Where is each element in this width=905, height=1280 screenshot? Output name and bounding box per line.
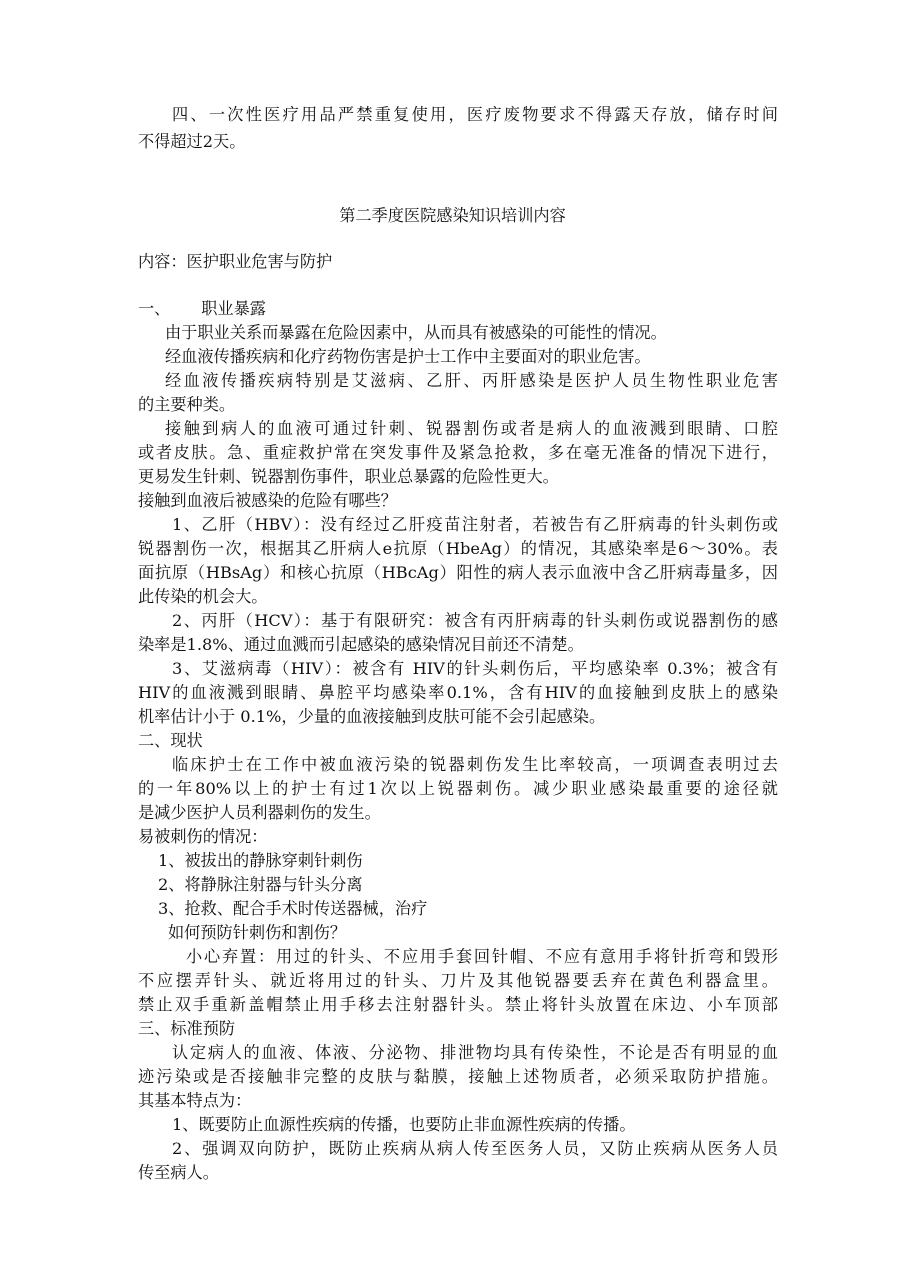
part-1-paragraph-4-line-3: 更易发生针刺、锐器割伤事件，职业总暴露的危险性更大。 <box>138 467 559 486</box>
prevention-line-3: 禁止双手重新盖帽禁止用手移去注射器针头。禁止将针头放置在床边、小车顶部 <box>138 995 778 1014</box>
part-2-heading: 二、现状 <box>138 731 203 750</box>
section-four-line-2: 不得超过2天。 <box>138 132 246 151</box>
list-item: 1、被拔出的静脉穿刺针刺伤 <box>158 851 363 870</box>
part-2-paragraph-line-1: 临床护士在工作中被血液污染的锐器刺伤发生比率较高，一项调查表明过去 <box>172 755 778 774</box>
section-four-line-1: 四、一次性医疗用品严禁重复使用，医疗废物要求不得露天存放，储存时间 <box>172 105 778 124</box>
part-1-paragraph-1: 由于职业关系而暴露在危险因素中，从而具有被感染的可能性的情况。 <box>165 323 667 342</box>
part-1-paragraph-3-line-2: 的主要种类。 <box>138 395 236 414</box>
hiv-line-3: 机率估计小于 0.1%，少量的血液接触到皮肤可能不会引起感染。 <box>138 707 606 726</box>
document-title: 第二季度医院感染知识培训内容 <box>339 206 566 225</box>
content-label: 内容：医护职业危害与防护 <box>138 252 333 271</box>
part-1-question: 接触到血液后被感染的危险有哪些？ <box>138 491 397 510</box>
part-1-paragraph-2: 经血液传播疾病和化疗药物伤害是护士工作中主要面对的职业危害。 <box>165 347 651 366</box>
part-1-heading: 一、 职业暴露 <box>138 299 266 318</box>
hiv-line-2: HIV的血液溅到眼睛、鼻腔平均感染率0.1%，含有HIV的血接触到皮肤上的感染 <box>138 683 778 702</box>
hbv-line-1: 1、乙肝（HBV）：没有经过乙肝疫苗注射者，若被告有乙肝病毒的针头刺伤或 <box>172 515 778 534</box>
prevention-line-2: 不应摆弄针头、就近将用过的针头、刀片及其他锐器要丢弃在黄色利器盒里。 <box>138 971 778 990</box>
part-3-paragraph-line-3: 其基本特点为： <box>138 1091 252 1110</box>
part-2-paragraph-line-3: 是减少医护人员利器刺伤的发生。 <box>138 803 381 822</box>
part-3-heading: 三、标准预防 <box>138 1019 236 1038</box>
hbv-line-4: 此传染的机会大。 <box>138 587 268 606</box>
list-item: 2、将静脉注射器与针头分离 <box>158 875 363 894</box>
part-1-paragraph-3-line-1: 经血液传播疾病特别是艾滋病、乙肝、丙肝感染是医护人员生物性职业危害 <box>165 371 778 390</box>
feature-2-line-2: 传至病人。 <box>138 1163 219 1182</box>
hcv-line-2: 染率是1.8%、通过血溅而引起感染的感染情况目前还不清楚。 <box>138 635 584 654</box>
feature-2-line-1: 2、强调双向防护，既防止疾病从病人传至医务人员，又防止疾病从医务人员 <box>172 1139 778 1158</box>
part-2-subheading: 易被刺伤的情况： <box>138 827 268 846</box>
feature-1: 1、既要防止血源性疾病的传播，也要防止非血源性疾病的传播。 <box>172 1115 636 1134</box>
hiv-line-1: 3、艾滋病毒（HIV）：被含有 HIV的针头刺伤后，平均感染率 0.3%；被含有 <box>172 659 778 678</box>
part-3-paragraph-line-1: 认定病人的血液、体液、分泌物、排泄物均具有传染性，不论是否有明显的血 <box>172 1043 778 1062</box>
hcv-line-1: 2、丙肝（HCV）：基于有限研究：被含有丙肝病毒的针头刺伤或说器割伤的感 <box>172 611 778 630</box>
part-3-paragraph-line-2: 迹污染或是否接触非完整的皮肤与黏膜，接触上述物质者，必须采取防护措施。 <box>138 1067 778 1086</box>
part-2-paragraph-line-2: 的一年80%以上的护士有过1次以上锐器刺伤。减少职业感染最重要的途径就 <box>138 779 778 798</box>
prevention-line-1: 小心弃置：用过的针头、不应用手套回针帽、不应有意用手将针折弯和毁形 <box>186 947 778 966</box>
part-1-paragraph-4-line-2: 或者皮肤。急、重症救护常在突发事件及紧急抢救，多在毫无准备的情况下进行， <box>138 443 778 462</box>
hbv-line-2: 锐器割伤一次，根据其乙肝病人e抗原（HbeAg）的情况，其感染率是6～30%。表 <box>138 539 778 558</box>
part-1-paragraph-4-line-1: 接触到病人的血液可通过针刺、锐器割伤或者是病人的血液溅到眼睛、口腔 <box>165 419 778 438</box>
hbv-line-3: 面抗原（HBsAg）和核心抗原（HBcAg）阳性的病人表示血液中含乙肝病毒量多，因 <box>138 563 778 582</box>
prevention-question: 如何预防针刺伤和割伤？ <box>168 923 347 942</box>
list-item: 3、抢救、配合手术时传送器械，治疗 <box>158 899 428 918</box>
